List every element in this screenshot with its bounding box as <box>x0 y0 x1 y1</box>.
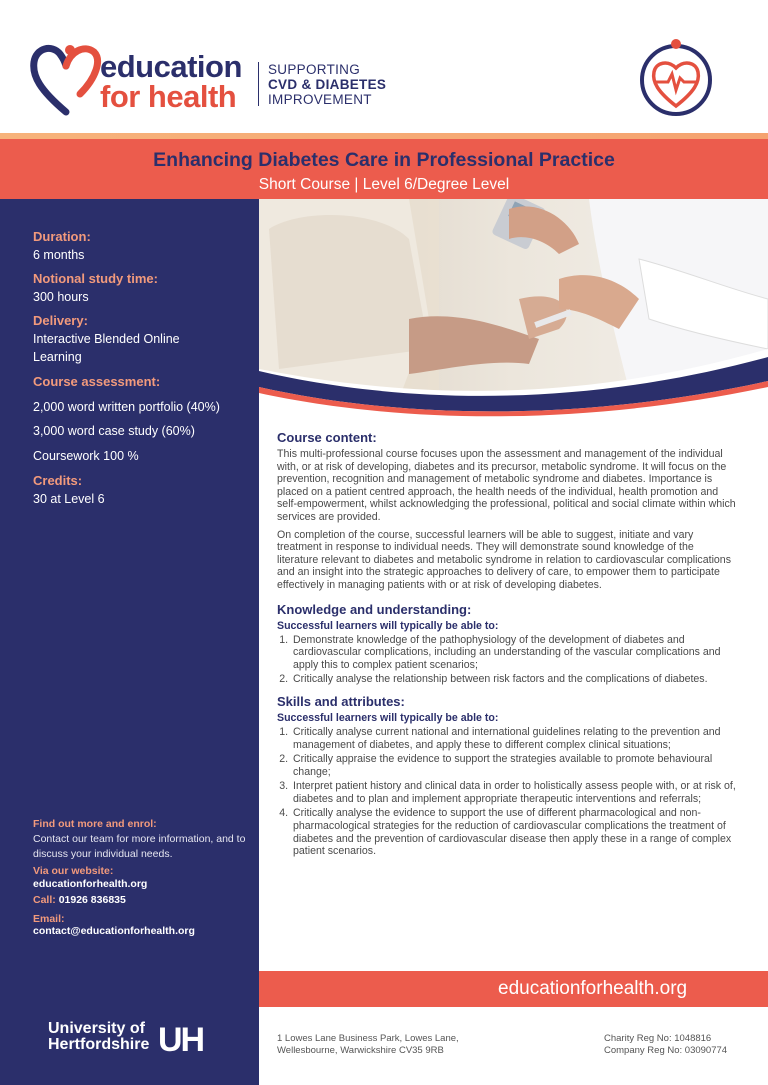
course-paragraph: This multi-professional course focuses upon the assessment and management of the individual with, or at risk of developing, diabetes and its precursor, metabolic syndrome. It will focus on the prevention, recognition and management of metabolic syndrome and diabetes. Importance is placed on a patient centred approach, the health needs of the individual, health promotion and self-empowerment, whilst acknowledging the professional, political and social climate within which services are provided. <box>277 448 736 523</box>
tagline-line-1: SUPPORTING <box>268 62 361 77</box>
list-item: 1. Demonstrate knowledge of the pathophysiology of the development of diabetes and cardiovascular complications, including an understanding of the vascular complications and apply this to complex patient scenarios; <box>291 634 737 672</box>
address-line-1: 1 Lowes Lane Business Park, Lowes Lane, <box>277 1033 459 1044</box>
skills-heading: Skills and attributes: <box>277 693 405 709</box>
enrol-text: Contact our team for more information, and to discuss your individual needs. <box>33 833 246 860</box>
logo-divider <box>258 62 259 106</box>
phone-link[interactable]: 01926 836835 <box>58 894 126 906</box>
knowledge-subheading: Successful learners will typically be able to: <box>277 619 499 632</box>
assessment-item: 3,000 word case study (60%) <box>33 424 195 438</box>
logo-line-1: education <box>100 49 242 84</box>
logo-wordmark <box>100 49 242 114</box>
list-item: 3. Interpret patient history and clinical data in order to holistically assess people with, or at risk of, diabetes and to plan and implement appropriate therapeutic interventions and referrals; <box>291 780 737 805</box>
page-subtitle: Short Course | Level 6/Degree Level <box>258 176 510 193</box>
list-item: 2. Critically analyse the relationship between risk factors and the complications of diabetes. <box>291 673 737 686</box>
knowledge-list <box>277 634 737 686</box>
heartbeat-badge-icon <box>636 36 716 120</box>
logo-line-2: for health <box>100 79 237 114</box>
tagline <box>268 62 386 107</box>
assessment-item: 2,000 word written portfolio (40%) <box>33 400 220 414</box>
footer-band-sidebar <box>0 971 259 1007</box>
hero-photo <box>259 199 768 429</box>
address <box>277 1033 459 1057</box>
knowledge-heading: Knowledge and understanding: <box>277 601 472 617</box>
delivery-value: Interactive Blended Online Learning <box>33 332 180 364</box>
sidebar <box>0 199 259 971</box>
footer-band <box>0 971 768 1007</box>
delivery-label: Delivery: <box>33 313 88 328</box>
footer <box>0 1007 768 1085</box>
skills-list <box>277 726 737 858</box>
duration-label: Duration: <box>33 229 91 244</box>
email-label: Email: <box>33 913 65 925</box>
website-label: Via our website: <box>33 865 114 877</box>
credits-label: Credits: <box>33 473 83 488</box>
study-time-value: 300 hours <box>33 290 89 304</box>
duration-value: 6 months <box>33 248 85 262</box>
company-reg: Company Reg No: 03090774 <box>604 1045 728 1056</box>
header <box>0 0 768 133</box>
university-logo <box>48 1021 149 1053</box>
university-mark: UH <box>158 1021 204 1059</box>
course-content-heading: Course content: <box>277 430 377 445</box>
email-link[interactable]: contact@educationforhealth.org <box>33 925 195 937</box>
footer-website-link[interactable]: educationforhealth.org <box>498 978 688 999</box>
main-content <box>277 430 737 860</box>
study-time-label: Notional study time: <box>33 271 158 286</box>
credits-value: 30 at Level 6 <box>33 492 105 506</box>
university-line-2: Hertfordshire <box>48 1036 150 1053</box>
skills-subheading: Successful learners will typically be able to: <box>277 711 499 724</box>
heart-logo-icon <box>30 38 102 118</box>
assessment-label: Course assessment: <box>33 374 161 389</box>
list-item: 1. Critically analyse current national and international guidelines relating to the prevention and management of diabetes, and apply these to different complex clinical situations; <box>291 726 737 751</box>
call-line <box>33 894 126 906</box>
registration-numbers <box>604 1033 727 1057</box>
website-link[interactable]: educationforhealth.org <box>33 878 148 890</box>
tagline-line-3: IMPROVEMENT <box>268 92 372 107</box>
university-line-1: University of <box>48 1020 145 1037</box>
enrol-heading: Find out more and enrol: <box>33 818 157 830</box>
tagline-line-2: CVD & DIABETES <box>268 77 387 92</box>
list-item: 2. Critically appraise the evidence to support the strategies available to promote behavioural change; <box>291 753 737 778</box>
assessment-item: Coursework 100 % <box>33 449 139 463</box>
list-item: 4. Critically analyse the evidence to support the use of different pharmacological and non-pharmacological strategies for the reduction of cardiovascular complications the treatment of diabetes and the prevention of cardiovascular disease then apply these in a range of complex patient scenarios. <box>291 807 737 857</box>
course-paragraph: On completion of the course, successful learners will be able to suggest, initiate and vary treatment in response to individual needs. They will demonstrate sound knowledge of the literature relevant to diabetes and metabolic syndrome in relation to cardiovascular complications and an insight into the strategic approaches to delivery of care, to empower them to participate effectively in managing patients with or at risk of developing diabetes. <box>277 528 732 591</box>
call-label: Call: <box>33 894 56 906</box>
page-title: Enhancing Diabetes Care in Professional Practice <box>153 149 615 171</box>
title-band <box>0 139 768 199</box>
address-line-2: Wellesbourne, Warwickshire CV35 9RB <box>277 1045 444 1056</box>
charity-reg: Charity Reg No: 1048816 <box>604 1033 712 1044</box>
